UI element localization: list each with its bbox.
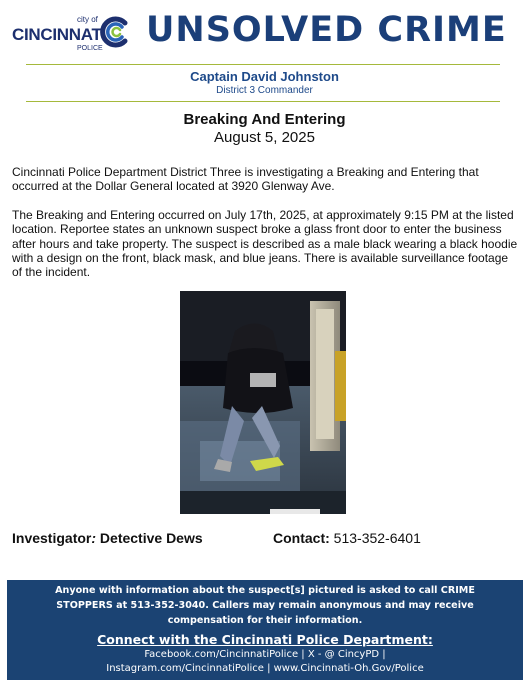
commander-block [0,69,529,97]
contact-label: Contact: [273,530,330,546]
description-paragraph-1: Cincinnati Police Department District Three is investigating a Breaking and Entering that occurred at the Dollar General located at 3920 Glenway Ave. [12,165,479,194]
social-links-line-2[interactable]: Instagram.com/CincinnatiPolice | www.Cincinnati-Oh.Gov/Police [106,663,424,674]
cincinnati-police-logo [12,14,132,54]
commander-role: District 3 Commander [216,85,313,96]
social-links [7,648,523,676]
crime-stoppers-notice: Anyone with information about the suspect[s] pictured is asked to call CRIME STOPPERS at 513-352-3040. Callers may remain anonymous and may receive compensation for their information. [55,585,475,626]
contact [273,530,421,546]
investigator-label: Investigator [12,530,92,546]
page-title: UNSOLVED CRIME [146,10,507,50]
commander-name: Captain David Johnston [190,69,339,84]
social-links-line-1[interactable]: Facebook.com/CincinnatiPolice | X - @ CincyPD | [144,649,386,660]
logo-wordmark: CINCINNATI [12,25,106,44]
investigator-colon: : [91,530,97,546]
bottom-divider [26,101,500,102]
contact-phone[interactable]: 513-352-6401 [333,530,421,546]
investigator-name: Detective Dews [99,530,203,546]
top-divider [26,64,500,65]
crime-date: August 5, 2025 [214,129,315,146]
footer-banner [7,580,523,680]
city-c-logo-icon [98,15,132,49]
investigator [12,530,203,546]
contact-row [0,530,529,548]
crime-heading [0,110,529,146]
logo-city-of: city of [77,15,98,24]
logo-police: POLICE [77,45,103,52]
surveillance-image [180,291,346,514]
surveillance-photo [180,291,346,514]
header [0,0,529,62]
crime-type: Breaking And Entering [183,111,346,128]
connect-heading: Connect with the Cincinnati Police Department: [97,632,433,647]
description-paragraph-2: The Breaking and Entering occurred on July 17th, 2025, at approximately 9:15 PM at the listed location. Reportee states an unknown suspect broke a glass front door to enter the business after hours and take property. The suspect is described as a male black wearing a black hoodie with a design on the front, black mask, and blue jeans. There is available surveillance footage of the incident. [12,208,518,280]
